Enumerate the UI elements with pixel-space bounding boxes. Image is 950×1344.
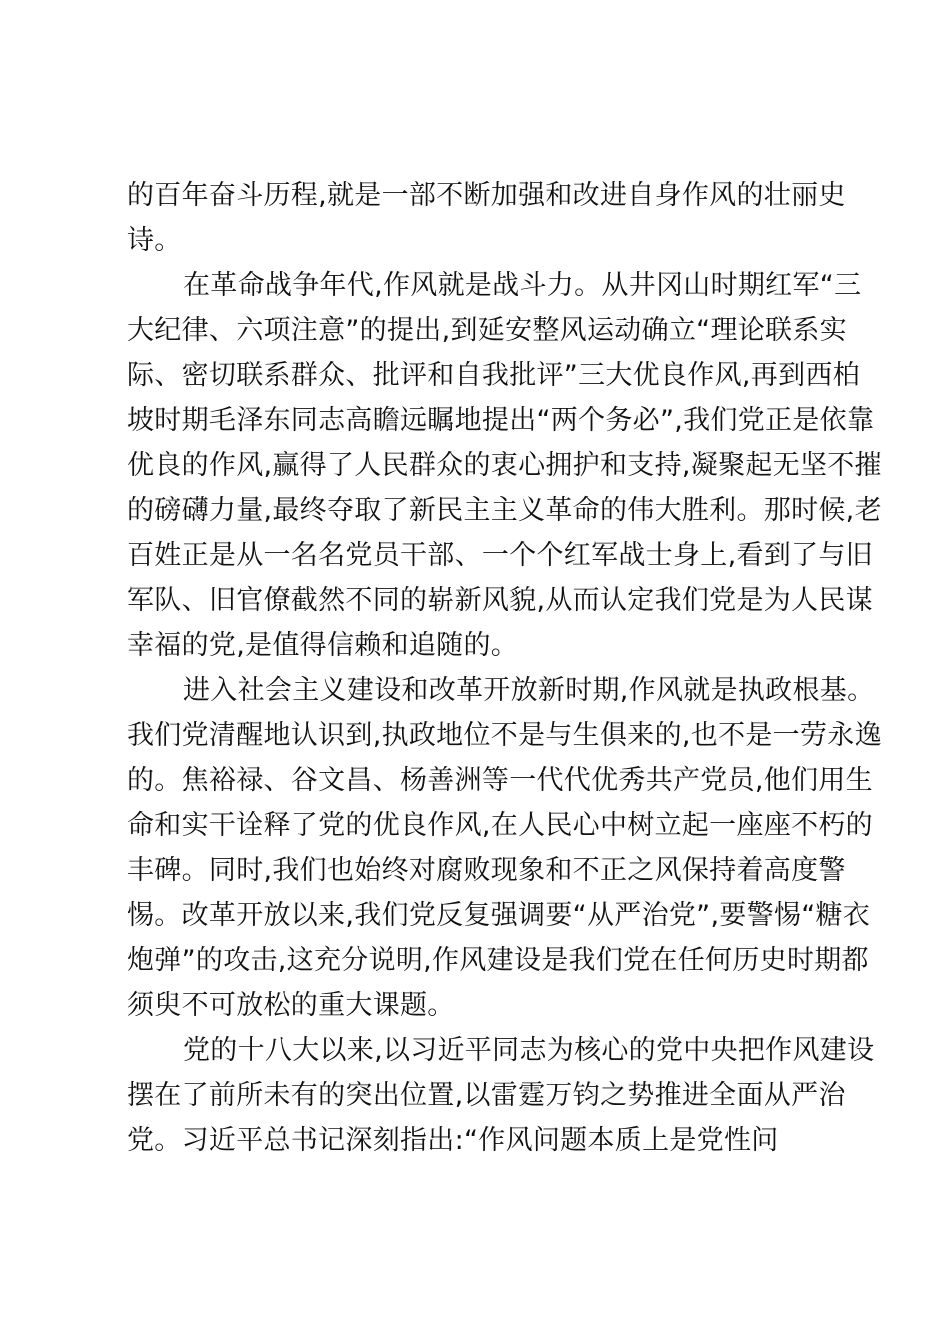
text-line: 的磅礴力量,最终夺取了新民主主义革命的伟大胜利。那时候,老	[127, 495, 882, 526]
text-line: 在革命战争年代,作风就是战斗力。从井冈山时期红军“三	[183, 270, 862, 301]
text-line: 百姓正是从一名名党员干部、一个个红军战士身上,看到了与旧	[127, 540, 873, 571]
text-line: 的百年奋斗历程,就是一部不断加强和改进自身作风的壮丽史	[127, 180, 846, 211]
text-line: 际、密切联系群众、批评和自我批评”三大优良作风,再到西柏	[127, 360, 860, 391]
paragraph	[127, 668, 882, 1028]
text-line: 惕。改革开放以来,我们党反复强调要“从严治党”,要警惕“糖衣	[127, 900, 871, 931]
paragraph	[127, 263, 882, 668]
paragraph	[127, 1028, 875, 1163]
document-body	[127, 173, 882, 1163]
text-line: 进入社会主义建设和改革开放新时期,作风就是执政根基。	[183, 675, 875, 706]
text-line: 我们党清醒地认识到,执政地位不是与生俱来的,也不是一劳永逸	[127, 720, 882, 751]
text-line: 大纪律、六项注意”的提出,到延安整风运动确立“理论联系实	[127, 315, 847, 346]
text-line: 优良的作风,赢得了人民群众的衷心拥护和支持,凝聚起无坚不摧	[127, 450, 882, 481]
text-line: 军队、旧官僚截然不同的崭新风貌,从而认定我们党是为人民谋	[127, 585, 873, 616]
text-line: 丰碑。同时,我们也始终对腐败现象和不正之风保持着高度警	[127, 855, 846, 886]
paragraph	[127, 173, 847, 263]
text-line: 幸福的党,是值得信赖和追随的。	[127, 630, 519, 661]
text-line: 党的十八大以来,以习近平同志为核心的党中央把作风建设	[183, 1035, 875, 1066]
text-line: 炮弹”的攻击,这充分说明,作风建设是我们党在任何历史时期都	[127, 945, 869, 976]
text-line: 党。习近平总书记深刻指出:“作风问题本质上是党性问	[127, 1125, 779, 1156]
text-line: 坡时期毛泽东同志高瞻远瞩地提出“两个务必”,我们党正是依靠	[127, 405, 875, 436]
text-line: 命和实干诠释了党的优良作风,在人民心中树立起一座座不朽的	[127, 810, 873, 841]
text-line: 诗。	[127, 225, 182, 256]
text-line: 的。焦裕禄、谷文昌、杨善洲等一代代优秀共产党员,他们用生	[127, 765, 873, 796]
text-line: 摆在了前所未有的突出位置,以雷霆万钧之势推进全面从严治	[127, 1080, 846, 1111]
text-line: 须臾不可放松的重大课题。	[127, 990, 455, 1021]
